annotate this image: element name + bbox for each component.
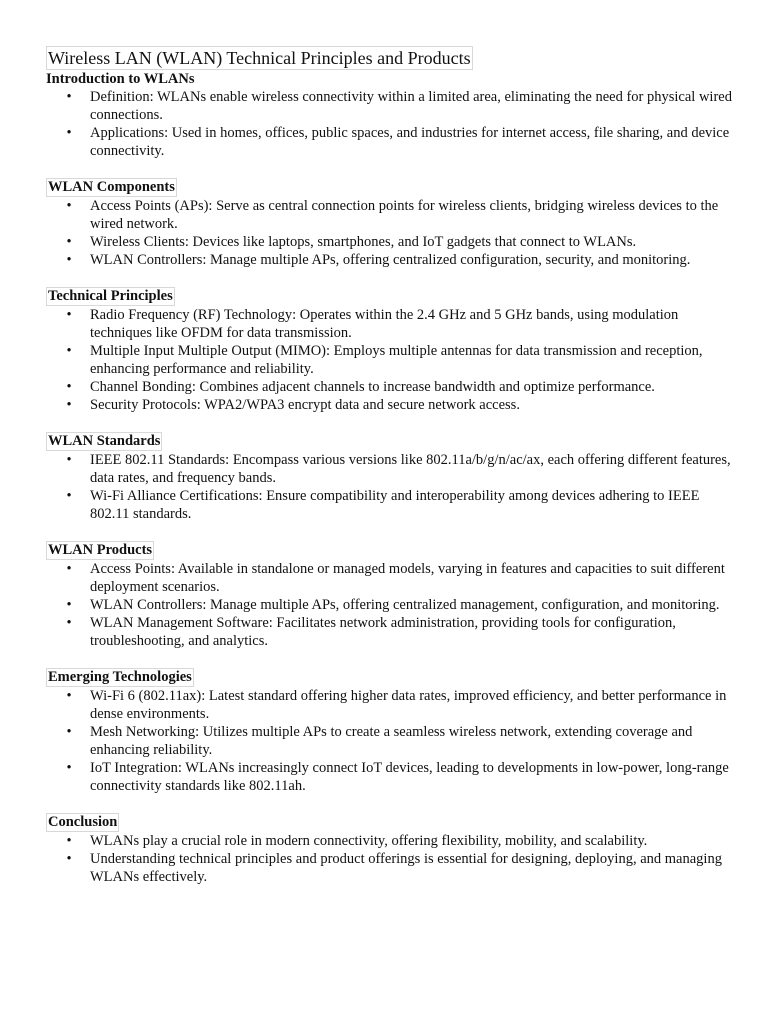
- bullet-list: [46, 306, 736, 414]
- bullet-list: [46, 832, 736, 886]
- list-item: [46, 832, 736, 850]
- list-item-text: Multiple Input Multiple Output (MIMO): Employs multiple antennas for data transmission and reception, enhancing performance and reliability.: [90, 343, 703, 377]
- bullet-icon: •: [66, 452, 72, 468]
- list-item: [46, 487, 736, 523]
- list-item-text: Access Points: Available in standalone or managed models, varying in features and capacities to suit different deployment scenarios.: [90, 561, 725, 595]
- document-body: [46, 70, 736, 886]
- document-title: Wireless LAN (WLAN) Technical Principles and Products: [48, 48, 471, 68]
- list-item-text: Mesh Networking: Utilizes multiple APs to create a seamless wireless network, extending coverage and enhancing reliability.: [90, 724, 693, 758]
- bullet-list: [46, 687, 736, 795]
- section-heading: Conclusion: [48, 814, 118, 830]
- list-item-text: Radio Frequency (RF) Technology: Operates within the 2.4 GHz and 5 GHz bands, using modulation techniques like OFDM for data transmission.: [90, 307, 679, 341]
- list-item-text: Applications: Used in homes, offices, public spaces, and industries for internet access, file sharing, and device connectivity.: [90, 125, 730, 159]
- list-item: [46, 596, 736, 614]
- list-item: [46, 342, 736, 378]
- list-item-text: Security Protocols: WPA2/WPA3 encrypt data and secure network access.: [90, 397, 520, 413]
- list-item-text: Understanding technical principles and product offerings is essential for designing, deploying, and managing WLANs effectively.: [90, 851, 722, 885]
- section: [46, 287, 736, 414]
- list-item: [46, 233, 736, 251]
- bullet-icon: •: [66, 488, 72, 504]
- document-page: [46, 46, 736, 886]
- list-item-text: Definition: WLANs enable wireless connectivity within a limited area, eliminating the need for physical wired connections.: [90, 89, 732, 123]
- section-heading: WLAN Components: [48, 179, 175, 195]
- list-item-text: Channel Bonding: Combines adjacent channels to increase bandwidth and optimize performance.: [90, 379, 655, 395]
- list-item: [46, 197, 736, 233]
- list-item-text: Access Points (APs): Serve as central connection points for wireless clients, bridging wireless devices to the wired network.: [90, 198, 719, 232]
- bullet-icon: •: [66, 724, 72, 740]
- list-item: [46, 396, 736, 414]
- list-item: [46, 687, 736, 723]
- bullet-icon: •: [66, 597, 72, 613]
- bullet-list: [46, 88, 736, 160]
- list-item: [46, 759, 736, 795]
- list-item-text: WLAN Controllers: Manage multiple APs, offering centralized configuration, security, and monitoring.: [90, 252, 691, 268]
- bullet-icon: •: [66, 343, 72, 359]
- bullet-icon: •: [66, 125, 72, 141]
- list-item: [46, 124, 736, 160]
- list-item-text: IEEE 802.11 Standards: Encompass various versions like 802.11a/b/g/n/ac/ax, each offering different features, data rates, and frequency bands.: [90, 452, 731, 486]
- list-item: [46, 560, 736, 596]
- bullet-icon: •: [66, 851, 72, 867]
- section-heading: Emerging Technologies: [48, 669, 192, 685]
- section-heading: WLAN Products: [48, 542, 153, 558]
- list-item-text: Wireless Clients: Devices like laptops, smartphones, and IoT gadgets that connect to WLANs.: [90, 234, 637, 250]
- section-heading: Technical Principles: [48, 288, 173, 304]
- bullet-icon: •: [66, 760, 72, 776]
- list-item: [46, 451, 736, 487]
- bullet-icon: •: [66, 397, 72, 413]
- bullet-icon: •: [66, 379, 72, 395]
- list-item: [46, 723, 736, 759]
- bullet-list: [46, 560, 736, 650]
- section-heading: WLAN Standards: [48, 433, 161, 449]
- bullet-list: [46, 451, 736, 523]
- list-item: [46, 614, 736, 650]
- list-item: [46, 88, 736, 124]
- bullet-icon: •: [66, 252, 72, 268]
- bullet-icon: •: [66, 615, 72, 631]
- bullet-icon: •: [66, 234, 72, 250]
- bullet-icon: •: [66, 688, 72, 704]
- list-item-text: Wi-Fi 6 (802.11ax): Latest standard offering higher data rates, improved efficiency, and better performance in dense environments.: [90, 688, 727, 722]
- section: [46, 178, 736, 269]
- bullet-icon: •: [66, 198, 72, 214]
- list-item: [46, 251, 736, 269]
- section: [46, 668, 736, 795]
- section: [46, 541, 736, 650]
- list-item: [46, 850, 736, 886]
- section: [46, 813, 736, 886]
- section: [46, 432, 736, 523]
- bullet-icon: •: [66, 307, 72, 323]
- list-item-text: Wi-Fi Alliance Certifications: Ensure compatibility and interoperability among devices adhering to IEEE 802.11 standards.: [90, 488, 700, 522]
- bullet-icon: •: [66, 833, 72, 849]
- list-item-text: WLAN Management Software: Facilitates network administration, providing tools for configuration, troubleshooting, and analytics.: [90, 615, 676, 649]
- list-item-text: IoT Integration: WLANs increasingly connect IoT devices, leading to developments in low-power, long-range connectivity standards like 802.11ah.: [90, 760, 729, 794]
- section: [46, 70, 736, 160]
- list-item: [46, 378, 736, 396]
- bullet-icon: •: [66, 561, 72, 577]
- bullet-list: [46, 197, 736, 269]
- section-heading: Introduction to WLANs: [46, 71, 195, 87]
- list-item-text: WLAN Controllers: Manage multiple APs, offering centralized management, configuration, and monitoring.: [90, 597, 720, 613]
- list-item-text: WLANs play a crucial role in modern connectivity, offering flexibility, mobility, and scalability.: [90, 833, 648, 849]
- bullet-icon: •: [66, 89, 72, 105]
- list-item: [46, 306, 736, 342]
